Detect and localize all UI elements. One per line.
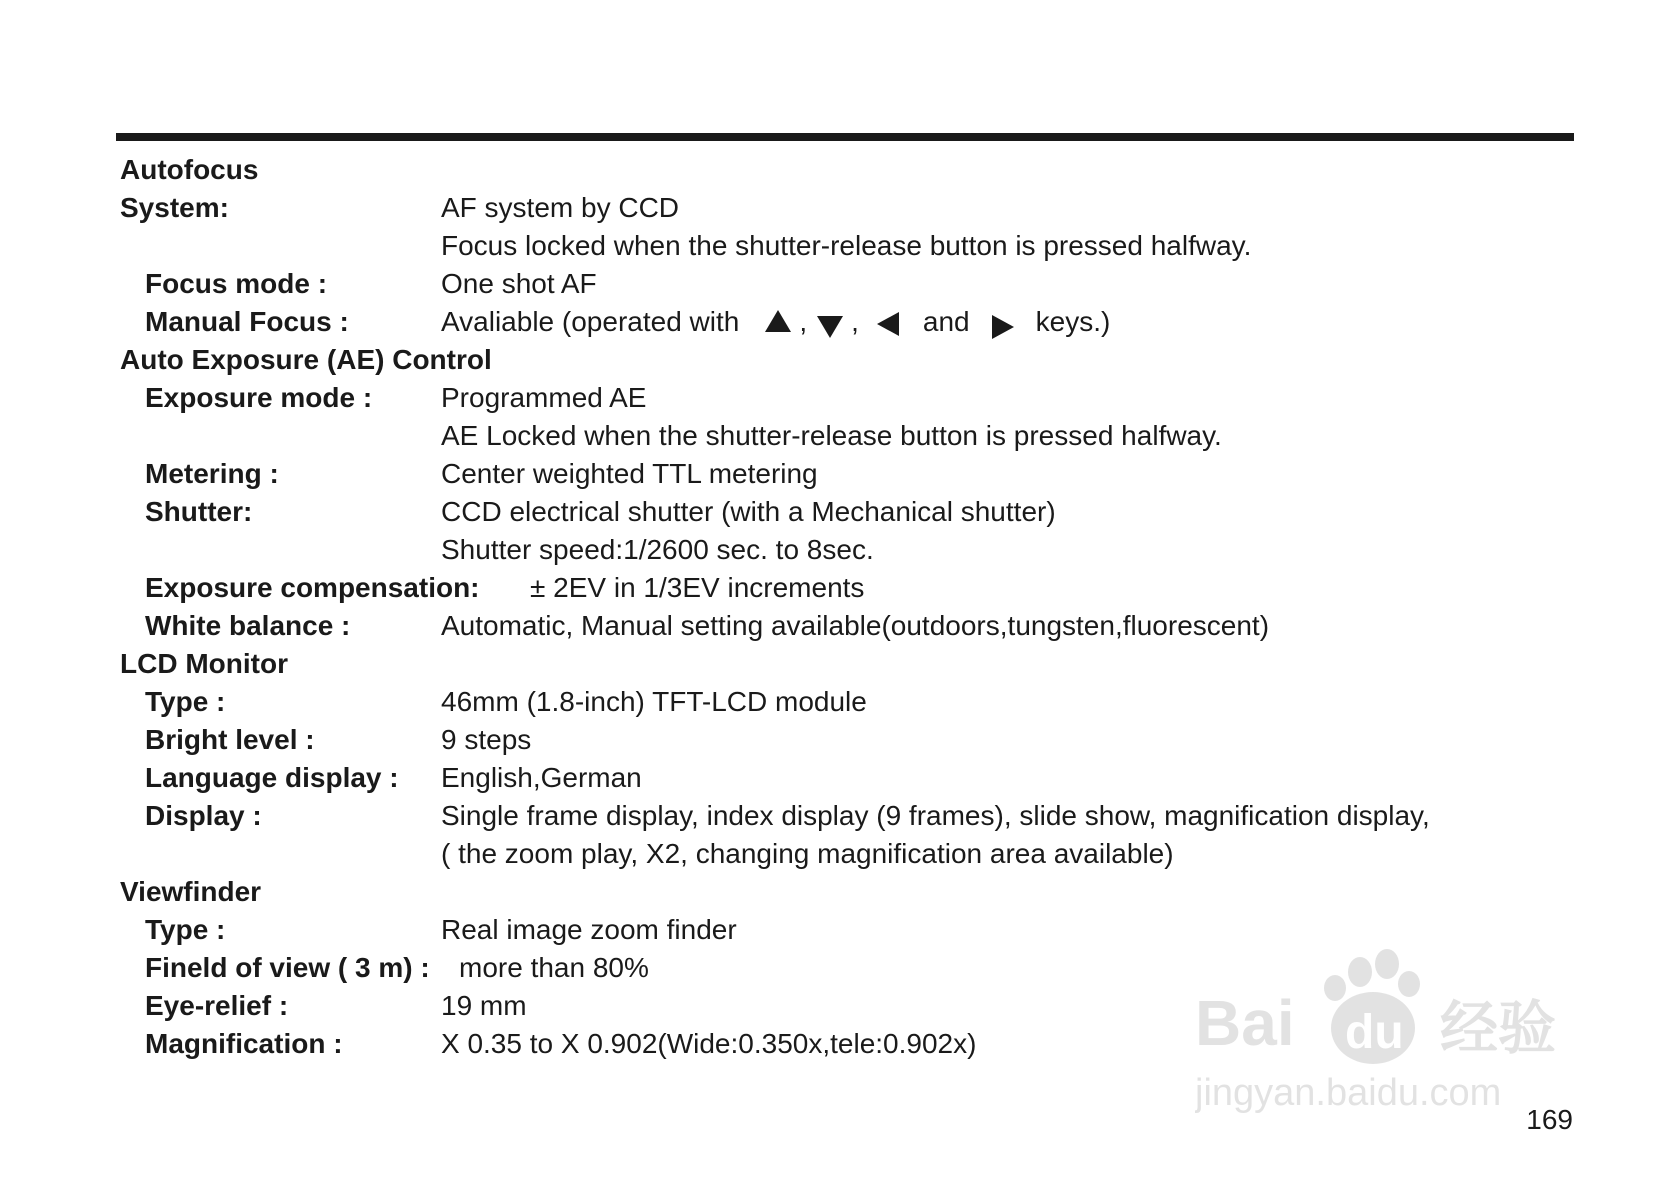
value-system-1: AF system by CCD [441, 192, 680, 223]
baidu-watermark-logo [1195, 940, 1595, 1120]
svg-text:经验: 经验 [1440, 994, 1557, 1062]
value-field-of-view: more than 80% [459, 952, 649, 983]
label-exposure-compensation: Exposure compensation: [145, 572, 480, 603]
value-manual-focus [441, 305, 1110, 339]
comma: , [851, 306, 859, 337]
section-title-viewfinder: Viewfinder [120, 876, 262, 907]
label-white-balance: White balance : [145, 610, 351, 641]
value-focus-mode: One shot AF [441, 268, 597, 299]
label-manual-focus: Manual Focus : [145, 306, 349, 337]
value-bright-level: 9 steps [441, 724, 532, 755]
value-lcd-type: 46mm (1.8-inch) TFT-LCD module [441, 686, 867, 717]
comma: , [799, 306, 808, 337]
label-display: Display : [145, 800, 262, 831]
manual-focus-suffix: keys.) [1035, 306, 1111, 337]
svg-text:Bai: Bai [1195, 987, 1295, 1059]
down-arrow-icon [817, 316, 843, 338]
svg-text:du: du [1345, 1006, 1404, 1059]
manual-focus-prefix: Avaliable (operated with [441, 306, 740, 337]
value-eye-relief: 19 mm [441, 990, 527, 1021]
value-white-balance: Automatic, Manual setting available(outdoors,tungsten,fluorescent) [441, 610, 1270, 641]
label-field-of-view: Fineld of view ( 3 m) : [145, 952, 430, 983]
label-shutter: Shutter: [145, 496, 253, 527]
value-display-2: ( the zoom play, X2, changing magnification area available) [441, 838, 1174, 869]
svg-text:jingyan.baidu.com: jingyan.baidu.com [1195, 1072, 1502, 1114]
value-system-2: Focus locked when the shutter-release button is pressed halfway. [441, 230, 1252, 261]
value-viewfinder-type: Real image zoom finder [441, 914, 737, 945]
label-system: System: [120, 192, 229, 223]
value-shutter-1: CCD electrical shutter (with a Mechanical shutter) [441, 496, 1056, 527]
label-magnification: Magnification : [145, 1028, 343, 1059]
value-magnification: X 0.35 to X 0.902(Wide:0.350x,tele:0.902x) [441, 1028, 977, 1059]
page-number: 169 [1526, 1104, 1573, 1135]
up-arrow-icon [765, 310, 791, 332]
value-language-display: English,German [441, 762, 642, 793]
and-word: and [922, 306, 970, 337]
section-title-ae: Auto Exposure (AE) Control [120, 344, 492, 375]
label-eye-relief: Eye-relief : [145, 990, 289, 1021]
value-exposure-mode-2: AE Locked when the shutter-release button is pressed halfway. [441, 420, 1222, 451]
value-exposure-compensation: ± 2EV in 1/3EV increments [530, 572, 865, 603]
label-metering: Metering : [145, 458, 279, 489]
label-viewfinder-type: Type : [145, 914, 226, 945]
label-exposure-mode: Exposure mode : [145, 382, 373, 413]
value-display-1: Single frame display, index display (9 frames), slide show, magnification display, [441, 800, 1430, 831]
right-arrow-icon [992, 315, 1014, 339]
label-focus-mode: Focus mode : [145, 268, 328, 299]
value-shutter-2: Shutter speed:1/2600 sec. to 8sec. [441, 534, 874, 565]
label-language-display: Language display : [145, 762, 399, 793]
value-exposure-mode-1: Programmed AE [441, 382, 647, 413]
header-rule [116, 133, 1574, 141]
section-title-lcd: LCD Monitor [120, 648, 288, 679]
left-arrow-icon [877, 312, 899, 336]
value-metering: Center weighted TTL metering [441, 458, 818, 489]
label-lcd-type: Type : [145, 686, 226, 717]
label-bright-level: Bright level : [145, 724, 315, 755]
section-title-autofocus: Autofocus [120, 154, 259, 185]
